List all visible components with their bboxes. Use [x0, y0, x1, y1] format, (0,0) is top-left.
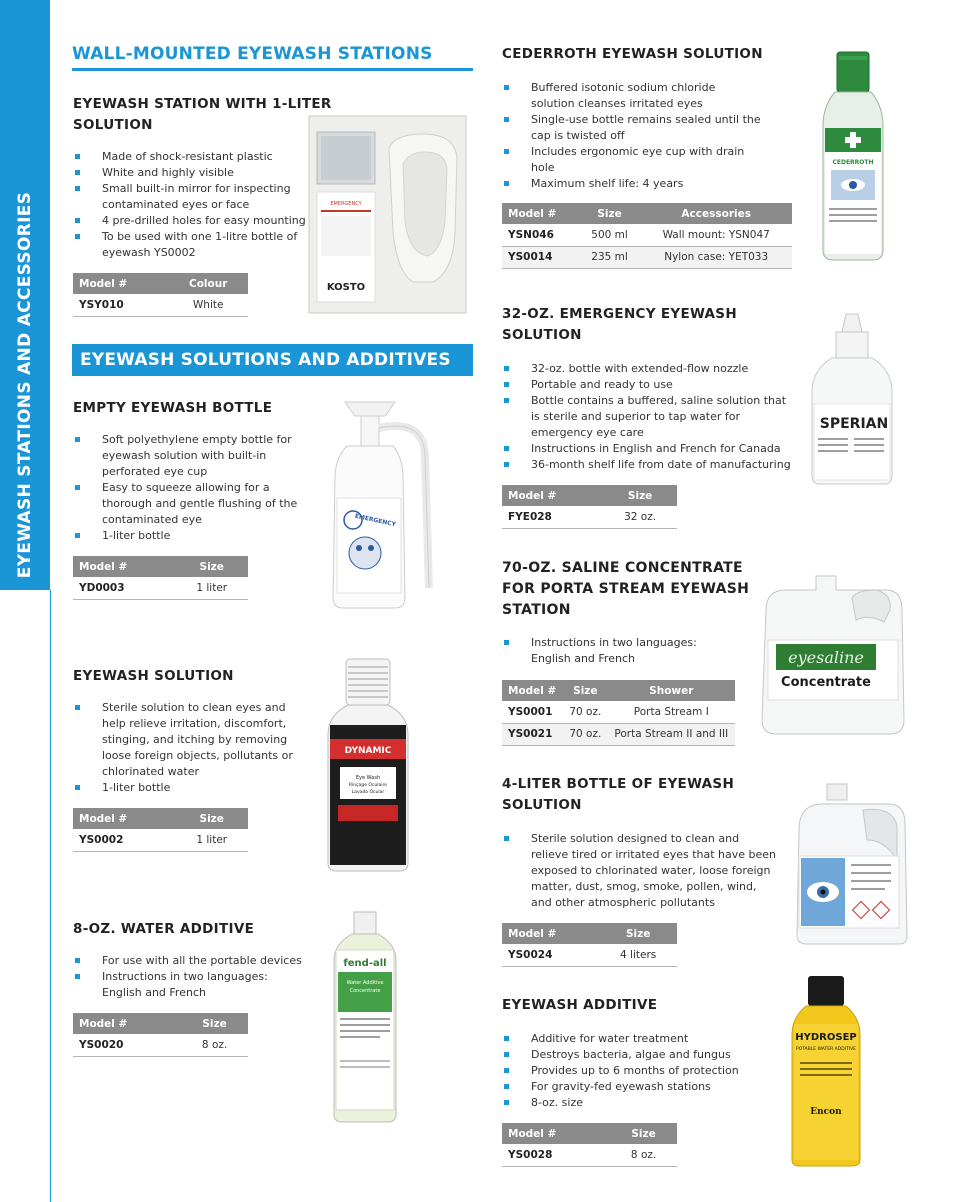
bullet-list: [73, 149, 313, 261]
table-header: Model #: [73, 273, 168, 294]
table-row: YSN046 500 ml Wall mount: YSN047: [502, 224, 792, 246]
svg-text:EMERGENCY: EMERGENCY: [330, 201, 362, 207]
list-item: Small built-in mirror for inspecting contaminated eyes or face: [73, 181, 313, 213]
svg-text:Rinçage Oculaire: Rinçage Oculaire: [348, 783, 388, 788]
bullet-icon: [75, 218, 80, 223]
table-header: Model #: [502, 923, 599, 944]
table-row: YS0001 70 oz. Porta Stream I: [502, 701, 735, 723]
spec-table: [73, 556, 248, 600]
bullet-icon: [75, 437, 80, 442]
bullet-icon: [75, 154, 80, 159]
list-item: Provides up to 6 months of protection: [502, 1063, 752, 1079]
spec-table: [73, 1013, 248, 1057]
bullet-icon: [504, 1036, 509, 1041]
table-header: Size: [610, 1123, 677, 1144]
table-row: FYE028 32 oz.: [502, 506, 677, 528]
hydrosep-image: [786, 974, 866, 1169]
table-header: Model #: [502, 1123, 610, 1144]
svg-text:Concentrate: Concentrate: [781, 675, 871, 690]
list-item: To be used with one 1-litre bottle of eyewash YS0002: [73, 229, 313, 261]
table-header: Size: [175, 808, 248, 829]
table-header: Size: [579, 203, 641, 224]
list-item: 32-oz. bottle with extended-flow nozzle: [502, 361, 792, 377]
list-item: Buffered isotonic sodium chloride solution cleanses irritated eyes: [502, 80, 762, 112]
table-header: Size: [563, 680, 608, 701]
bullet-icon: [75, 958, 80, 963]
list-item: Instructions in English and French for Canada: [502, 441, 792, 457]
sidebar-tab: [0, 0, 50, 590]
list-item: White and highly visible: [73, 165, 313, 181]
product-cederroth: [502, 44, 792, 269]
svg-text:Concentrate: Concentrate: [349, 988, 381, 994]
svg-text:POTABLE WATER ADDITIVE: POTABLE WATER ADDITIVE: [795, 1047, 857, 1052]
product-title: EYEWASH SOLUTION: [73, 668, 234, 684]
svg-text:CEDERROTH: CEDERROTH: [832, 159, 874, 166]
bullet-icon: [504, 446, 509, 451]
bullet-icon: [75, 705, 80, 710]
list-item: Single-use bottle remains sealed until the cap is twisted off: [502, 112, 762, 144]
bullet-icon: [504, 398, 509, 403]
svg-text:fend-all: fend-all: [343, 958, 387, 969]
list-item: For gravity-fed eyewash stations: [502, 1079, 752, 1095]
list-item: 36-month shelf life from date of manufacturing: [502, 457, 792, 473]
table-row: YS0002 1 liter: [73, 829, 248, 851]
table-header: Accessories: [640, 203, 792, 224]
section-header-wall-mounted: WALL-MOUNTED EYEWASH STATIONS: [72, 44, 473, 71]
svg-text:Eye Wash: Eye Wash: [355, 775, 381, 781]
product-title: 32-OZ. EMERGENCY EYEWASH SOLUTION: [502, 306, 737, 343]
bullet-icon: [75, 170, 80, 175]
bullet-icon: [75, 533, 80, 538]
table-header: Size: [175, 556, 248, 577]
bullet-icon: [504, 1052, 509, 1057]
product-70oz-saline: [502, 558, 752, 746]
svg-text:DYNAMIC: DYNAMIC: [344, 746, 392, 756]
list-item: Maximum shelf life: 4 years: [502, 176, 762, 192]
product-4-liter: [502, 774, 792, 967]
list-item: Includes ergonomic eye cup with drain hole: [502, 144, 762, 176]
eyewash-station-image: [305, 112, 470, 317]
bullet-icon: [504, 117, 509, 122]
spec-table: [502, 680, 735, 746]
svg-text:SPERIAN: SPERIAN: [819, 416, 889, 432]
bullet-list: [502, 831, 777, 911]
table-row: YS0028 8 oz.: [502, 1144, 677, 1166]
bullet-list: [502, 80, 762, 192]
list-item: Instructions in two languages: English and French: [502, 635, 712, 667]
product-title: EYEWASH ADDITIVE: [502, 997, 658, 1013]
product-title: EYEWASH STATION WITH 1-LITER SOLUTION: [73, 96, 332, 133]
bullet-icon: [75, 234, 80, 239]
table-row: YS0024 4 liters: [502, 944, 677, 966]
bullet-list: [502, 361, 792, 473]
list-item: Destroys bacteria, algae and fungus: [502, 1047, 752, 1063]
table-header: Model #: [73, 1013, 181, 1034]
svg-text:HYDROSEP: HYDROSEP: [795, 1032, 857, 1043]
list-item: Sterile solution designed to clean and relieve tired or irritated eyes that have been exposed to chlorinated water, loose foreign matter, dust, smog, smoke, pollen, wind, and other atmospheric pollutants: [502, 831, 777, 911]
product-title: EMPTY EYEWASH BOTTLE: [73, 400, 273, 416]
eyesaline-image: [756, 570, 910, 738]
cederroth-image: [817, 50, 889, 264]
spec-table: [73, 808, 248, 852]
table-row: YS0021 70 oz. Porta Stream II and III: [502, 723, 735, 745]
water-additive-image: [326, 910, 404, 1125]
svg-text:Water Additive: Water Additive: [346, 980, 384, 986]
bullet-icon: [75, 186, 80, 191]
spec-table: [502, 485, 677, 529]
svg-text:Lavado Ocular: Lavado Ocular: [351, 790, 385, 795]
table-header: Model #: [502, 485, 603, 506]
product-water-additive: [73, 919, 308, 1057]
bullet-icon: [504, 836, 509, 841]
bullet-icon: [504, 85, 509, 90]
list-item: 4 pre-drilled holes for easy mounting: [73, 213, 313, 229]
spec-table: [502, 923, 677, 967]
bullet-icon: [504, 181, 509, 186]
sidebar-rule: [50, 590, 51, 1202]
table-header: Model #: [73, 556, 175, 577]
bullet-list: [73, 953, 308, 1001]
bullet-list: [73, 432, 308, 544]
list-item: 1-liter bottle: [73, 780, 308, 796]
product-title: CEDERROTH EYEWASH SOLUTION: [502, 46, 763, 62]
list-item: Soft polyethylene empty bottle for eyewash solution with built-in perforated eye cup: [73, 432, 308, 480]
product-eyewash-station: [73, 94, 332, 317]
product-title: 70-OZ. SALINE CONCENTRATE FOR PORTA STREAM EYEWASH STATION: [502, 560, 750, 618]
product-eyewash-additive: [502, 995, 752, 1167]
table-header: Model #: [502, 203, 579, 224]
list-item: For use with all the portable devices: [73, 953, 308, 969]
bullet-icon: [504, 1100, 509, 1105]
list-item: Instructions in two languages: English and French: [73, 969, 308, 1001]
table-header: Colour: [168, 273, 248, 294]
empty-bottle-image: [325, 398, 440, 613]
product-title: 8-OZ. WATER ADDITIVE: [73, 921, 255, 937]
sidebar-label: EYEWASH STATIONS AND ACCESSORIES: [15, 191, 35, 579]
svg-text:EMERGENCY: EMERGENCY: [354, 512, 397, 529]
bullet-list: [502, 635, 712, 667]
table-header: Size: [603, 485, 677, 506]
bullet-icon: [504, 366, 509, 371]
product-title: 4-LITER BOTTLE OF EYEWASH SOLUTION: [502, 776, 735, 813]
bullet-icon: [504, 382, 509, 387]
sidebar: [0, 0, 50, 1202]
list-item: Easy to squeeze allowing for a thorough and gentle flushing of the contaminated eye: [73, 480, 308, 528]
bullet-icon: [504, 1084, 509, 1089]
kosto-logo: KOSTO: [326, 282, 366, 293]
spec-table: [502, 1123, 677, 1167]
bullet-icon: [504, 640, 509, 645]
bullet-icon: [75, 785, 80, 790]
product-32oz-emergency: [502, 304, 802, 529]
section-header-solutions: EYEWASH SOLUTIONS AND ADDITIVES: [72, 344, 473, 376]
table-header: Model #: [73, 808, 175, 829]
svg-text:Encon: Encon: [810, 1107, 842, 1117]
table-row: YSY010 White: [73, 294, 248, 316]
table-header: Size: [599, 923, 677, 944]
list-item: Made of shock-resistant plastic: [73, 149, 313, 165]
product-empty-bottle: [73, 398, 308, 600]
table-row: YS0020 8 oz.: [73, 1034, 248, 1056]
table-row: YD0003 1 liter: [73, 577, 248, 599]
eyewash-solution-image: [322, 655, 414, 875]
table-header: Model #: [502, 680, 563, 701]
product-eyewash-solution: [73, 666, 308, 852]
table-header: Shower: [608, 680, 735, 701]
svg-text:eyesaline: eyesaline: [788, 648, 864, 667]
bullet-list: [73, 700, 308, 796]
bullet-icon: [504, 1068, 509, 1073]
spec-table: [502, 203, 792, 269]
list-item: Sterile solution to clean eyes and help relieve irritation, discomfort, stinging, and itching by removing loose foreign objects, pollutants or chlorinated water: [73, 700, 308, 780]
table-row: YS0014 235 ml Nylon case: YET033: [502, 246, 792, 268]
list-item: 8-oz. size: [502, 1095, 752, 1111]
list-item: Additive for water treatment: [502, 1031, 752, 1047]
bullet-icon: [504, 462, 509, 467]
sperian-image: [808, 312, 896, 487]
four-liter-image: [793, 780, 911, 948]
bullet-icon: [75, 974, 80, 979]
bullet-icon: [75, 485, 80, 490]
list-item: 1-liter bottle: [73, 528, 308, 544]
bullet-list: [502, 1031, 752, 1111]
bullet-icon: [504, 149, 509, 154]
spec-table: [73, 273, 248, 317]
list-item: Bottle contains a buffered, saline solution that is sterile and superior to tap water for emergency eye care: [502, 393, 792, 441]
list-item: Portable and ready to use: [502, 377, 792, 393]
table-header: Size: [181, 1013, 248, 1034]
